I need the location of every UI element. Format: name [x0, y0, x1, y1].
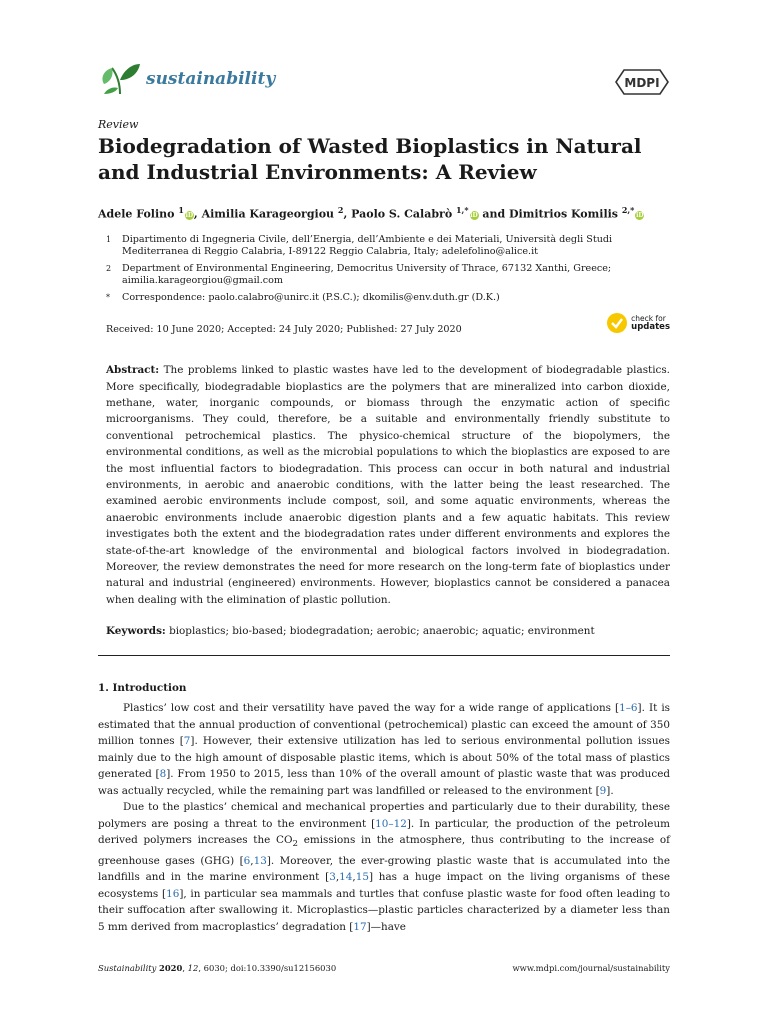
affiliation-mark: 1 [106, 234, 112, 244]
reference-link[interactable]: 13 [253, 854, 267, 867]
section-heading-introduction: 1. Introduction [98, 682, 187, 695]
journal-logo[interactable] [98, 58, 275, 96]
affiliation-mark: * [106, 292, 110, 302]
reference-link[interactable]: 14 [339, 871, 353, 884]
author-list: Adele Folino $^1$iD, Aimilia Karageorgiou $^2$, Paolo S. Calabrò $^{1,*}$iD and Dimitrios Komilis $^{2,*}$iD [98, 205, 644, 221]
keywords-label: Keywords: [106, 625, 166, 638]
orcid-icon[interactable]: iD [470, 211, 478, 219]
publisher-name: MDPI [624, 76, 660, 90]
author-affiliation-mark: 2,* [621, 205, 635, 215]
author-name: Paolo S. Calabrò [351, 207, 456, 221]
affiliation-item [98, 234, 670, 259]
reference-link[interactable]: 1–6 [619, 702, 638, 715]
article-content [98, 118, 670, 935]
author-name: Adele Folino [98, 207, 179, 221]
reference-link[interactable]: 16 [166, 887, 180, 900]
reference-link[interactable]: 3 [329, 871, 336, 884]
orcid-icon[interactable]: iD [636, 211, 644, 219]
reference-link[interactable]: 10–12 [375, 817, 407, 830]
reference-link[interactable]: 9 [599, 784, 607, 797]
check-for-updates-badge[interactable] [606, 312, 670, 334]
affiliation-item [98, 292, 670, 305]
publisher-logo[interactable] [614, 68, 670, 100]
reference-link[interactable]: 8 [159, 768, 167, 781]
reference-link[interactable]: 7 [183, 735, 191, 748]
abstract-label: Abstract: [106, 364, 160, 377]
author-name: Dimitrios Komilis [509, 207, 622, 221]
affiliations [98, 234, 670, 305]
dates-row [98, 314, 670, 346]
footer-doi: , 6030; doi:10.3390/su12156030 [198, 963, 337, 973]
affiliation-item [98, 263, 670, 288]
subscript: 2 [292, 839, 298, 850]
footer-volume: 12 [187, 963, 199, 973]
article-title: Biodegradation of Wasted Bioplastics in Natural and Industrial Environments: A Review [98, 134, 642, 184]
footer-citation: Sustainability 2020, 12, 6030; doi:10.3390/su12156030 [98, 963, 337, 973]
keywords-text: bioplastics; bio-based; biodegradation; aerobic; anaerobic; aquatic; environment [169, 625, 595, 638]
footer-journal: Sustainability [98, 963, 157, 973]
author-affiliation-mark: 2 [337, 205, 344, 215]
publication-dates: Received: 10 June 2020; Accepted: 24 July 2020; Published: 27 July 2020 [106, 324, 462, 336]
keywords [106, 624, 670, 639]
affiliation-text: Dipartimento di Ingegneria Civile, dell’Energia, dell’Ambiente e dei Materiali, Università degli Studi Mediterranea di Reggio Calabria, I-89122 Reggio Calabria, Italy; adelefolino@alice.it [122, 233, 613, 258]
intro-paragraph-2: Due to the plastics’ chemical and mechanical properties and particularly due to their durability, these polymers are posing a threat to the environment [10–12]. In particular, the production of the petroleum derived polymers increases the $CO_2$ emissions in the atmosphere, thus contributing to the increase of greenhouse gases (GHG) [6,13]. Moreover, the ever-growing plastic waste that is accumulated into the landfills and in the marine environment [3,14,15] has a huge impact on the living organisms of these ecosystems [16], in particular sea mammals and turtles that confuse plastic waste for food often leading to their suffocation after swallowing it. Microplastics—plastic particles characterized by a diameter less than 5 mm derived from macroplastics’ degradation [17]—have [98, 801, 670, 933]
reference-link[interactable]: 6 [243, 854, 251, 867]
check-updates-icon [606, 312, 628, 334]
masthead [98, 58, 670, 100]
check-updates-line1: check for [631, 314, 666, 324]
check-updates-text [631, 315, 670, 331]
reference-link[interactable]: 15 [355, 871, 369, 884]
leaf-icon [98, 58, 142, 96]
affiliation-mark: 2 [106, 263, 112, 273]
check-updates-line2: updates [631, 322, 670, 333]
affiliation-text: Department of Environmental Engineering, Democritus University of Thrace, 67132 Xanthi, Greece; aimilia.karageorgiou@gmail.com [122, 262, 612, 287]
abstract-text: The problems linked to plastic wastes have led to the development of biodegradable plastics. More specifically, biodegradable bioplastics are the polymers that are mineralized into carbon dioxide, methane, water, inorganic compounds, or biomass through the enzymatic action of specific microorganisms. They could, therefore, be a suitable and environmentally friendly substitute to conventional petrochemical plastics. The physico-chemical structure of the biopolymers, the environmental conditions, as well as the microbial populations to which the bioplastics are exposed to are the most influential factors to biodegradation. This process can occur in both natural and industrial environments, in aerobic and anaerobic conditions, with the latter being the least researched. The examined aerobic environments include compost, soil, and some aquatic environments, whereas the anaerobic environments include anaerobic digestion plants and a few aquatic habitats. This review investigates both the extent and the biodegradation rates under different environments and explores the state-of-the-art knowledge of the environmental and biological factors involved in biodegradation. Moreover, the review demonstrates the need for more research on the long-term fate of bioplastics under natural and industrial (engineered) environments. However, bioplastics cannot be considered a panacea when dealing with the elimination of plastic pollution. [106, 364, 670, 606]
affiliation-text: Correspondence: paolo.calabro@unirc.it (P.S.C.); dkomilis@env.duth.gr (D.K.) [122, 291, 500, 303]
journal-name: sustainability [146, 69, 276, 89]
orcid-icon[interactable]: iD [185, 211, 194, 219]
author-affiliation-mark: 1 [178, 205, 184, 215]
reference-link[interactable]: 17 [353, 920, 367, 933]
author-affiliation-mark: 1,* [455, 205, 469, 215]
author-name: Aimilia Karageorgiou [201, 207, 338, 221]
footer-url[interactable]: www.mdpi.com/journal/sustainability [512, 963, 670, 973]
intro-paragraph-1: Plastics’ low cost and their versatility have paved the way for a wide range of applications [1–6]. It is estimated that the annual production of conventional (petrochemical) plastic can exceed the amount of 350 million tonnes [7]. However, their extensive utilization has led to serious environmental pollution issues mainly due to the high amount of disposable plastic items, which is about 50% of the total mass of plastics generated [8]. From 1950 to 2015, less than 10% of the overall amount of plastic waste that was produced was actually recycled, while the remaining part was landfilled or released to the environment [9]. [98, 702, 670, 797]
mdpi-logo-icon [614, 68, 670, 96]
section-divider [98, 655, 670, 656]
article-type: Review [98, 118, 139, 131]
footer-year: 2020 [159, 963, 183, 973]
abstract [106, 362, 670, 608]
